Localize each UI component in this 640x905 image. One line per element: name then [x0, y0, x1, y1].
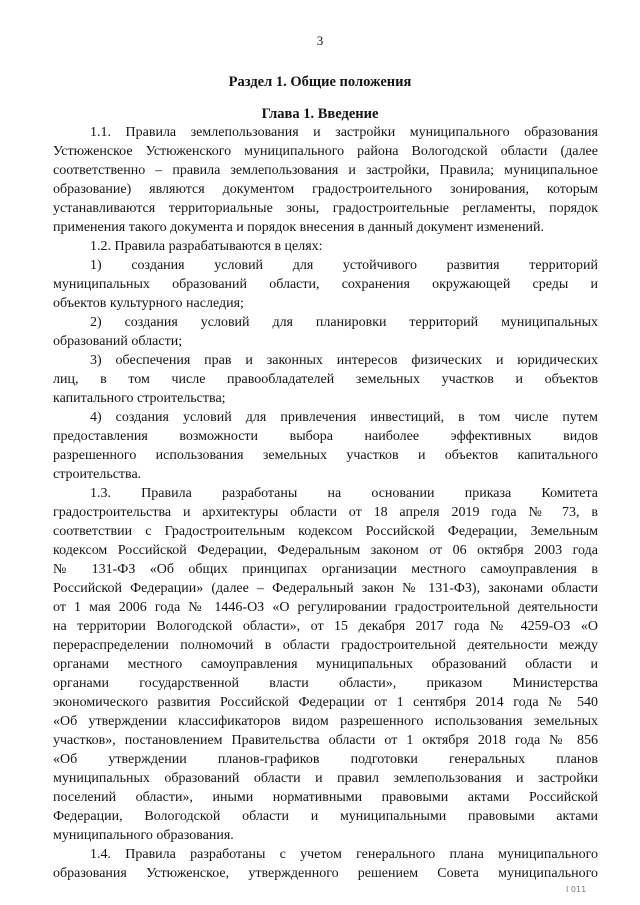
text-line: 1.3. Правила разработаны на основании приказа Комитета: [90, 486, 598, 501]
text-line: Федерации, Вологодской области и муниципальными правовыми актами: [53, 809, 598, 824]
text-line: кодексом Российской Федерации, Федеральным законом от 06 октября 2003 года: [53, 543, 598, 558]
footer-mark: I 011: [566, 885, 587, 894]
text-line: 1.2. Правила разрабатываются в целях:: [90, 239, 323, 254]
text-line: устанавливаются территориальные зоны, градостроительные регламенты, порядок: [53, 201, 598, 216]
text-line: применения такого документа и порядок внесения в данный документ изменений.: [53, 220, 544, 235]
text-line: 3) обеспечения прав и законных интересов физических и юридических: [90, 353, 598, 368]
body-text: [53, 123, 598, 883]
text-line: градостроительства и архитектуры области от 18 апреля 2019 года № 73, в: [53, 505, 598, 520]
text-line: Устюженское Устюженского муниципального района Вологодской области (далее: [53, 144, 598, 159]
text-line: участков», постановлением Правительства области от 1 октября 2018 года № 856: [53, 733, 598, 748]
text-line: соответственно – правила землепользования и застройки, Правила; муниципальное: [53, 163, 598, 178]
text-line: лиц, в том числе правообладателей земельных участков и объектов: [53, 372, 598, 387]
text-line: 1.1. Правила землепользования и застройки муниципального образования: [90, 125, 598, 140]
text-line: муниципального образования.: [53, 828, 234, 843]
text-line: экономического развития Российской Федерации от 1 сентября 2014 года № 540: [53, 695, 598, 710]
text-line: перераспределении полномочий в области градостроительной деятельности между: [53, 638, 598, 653]
text-line: № 131-ФЗ «Об общих принципах организации местного самоуправления в: [53, 562, 598, 577]
section-title: Раздел 1. Общие положения: [228, 74, 412, 90]
text-line: образований области;: [53, 334, 183, 349]
text-line: строительства.: [53, 467, 142, 482]
text-line: соответствии с Градостроительным кодексом Российской Федерации, Земельным: [53, 524, 598, 539]
text-line: 1.4. Правила разработаны с учетом генерального плана муниципального: [90, 847, 598, 862]
text-line: разрешенного использования земельных участков и объектов капитального: [53, 448, 598, 463]
text-line: на территории Вологодской области», от 15 декабря 2017 года № 4259-ОЗ «О: [53, 619, 598, 634]
text-line: 2) создания условий для планировки территорий муниципальных: [90, 315, 598, 330]
text-line: муниципальных образований области и правил землепользования и застройки: [53, 771, 598, 786]
text-line: муниципальных образований области, сохранения окружающей среды и: [53, 277, 598, 292]
text-line: 4) создания условий для привлечения инвестиций, в том числе путем: [90, 410, 598, 425]
text-line: Российской Федерации» (далее – Федеральный закон № 131-ФЗ), законами области: [53, 581, 598, 596]
text-line: органами местного самоуправления муниципальных образований области и: [53, 657, 598, 672]
chapter-title: Глава 1. Введение: [261, 106, 379, 122]
text-line: поселений области», иными нормативными правовыми актами Российской: [53, 790, 598, 805]
text-line: образование) являются документом градостроительного зонирования, которым: [53, 182, 598, 197]
text-line: «Об утверждении классификаторов видом разрешенного использования земельных: [53, 714, 598, 729]
text-line: предоставления возможности выбора наиболее эффективных видов: [53, 429, 598, 444]
text-line: образования Устюженское, утвержденного решением Совета муниципального: [53, 866, 598, 881]
text-line: органами государственной власти области», приказом Министерства: [53, 676, 598, 691]
text-line: от 1 мая 2006 года № 1446-ОЗ «О регулировании градостроительной деятельности: [53, 600, 598, 615]
text-line: объектов культурного наследия;: [53, 296, 244, 311]
text-line: 1) создания условий для устойчивого развития территорий: [90, 258, 598, 273]
text-line: «Об утверждении планов-графиков подготовки генеральных планов: [53, 752, 598, 767]
page-number: 3: [316, 33, 324, 48]
text-line: капитального строительства;: [53, 391, 226, 406]
